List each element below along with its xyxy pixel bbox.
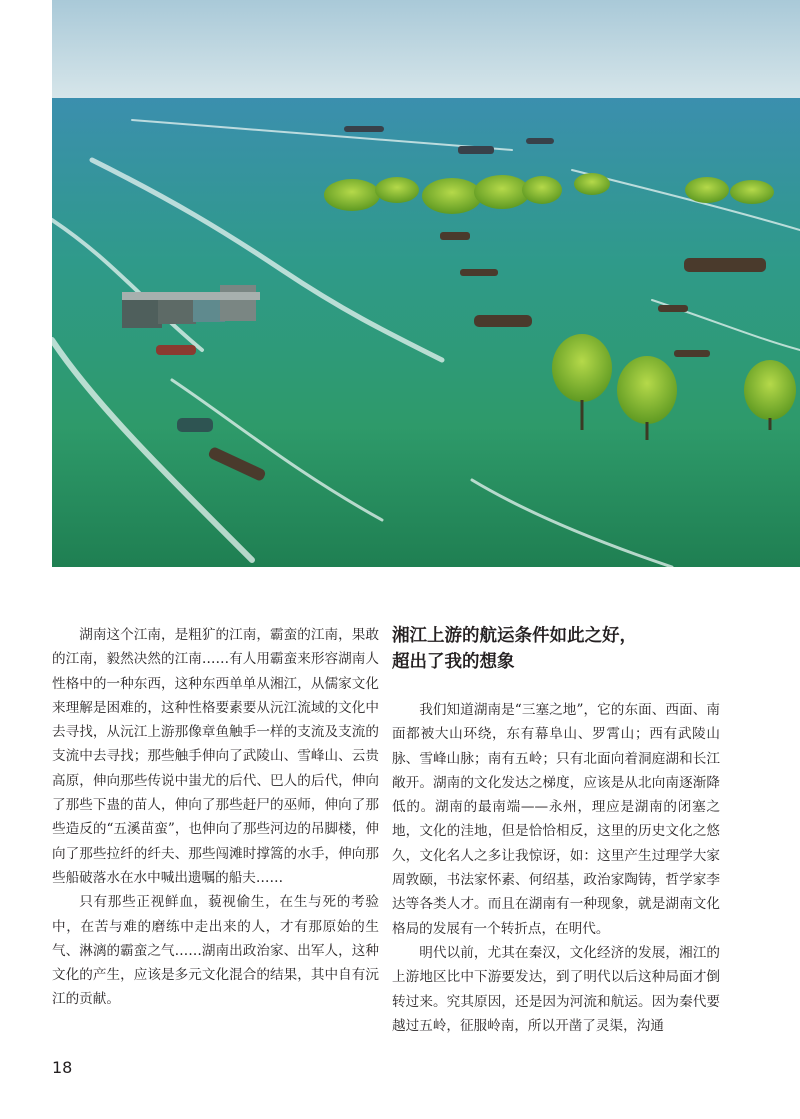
body-paragraph: 只有那些正视鲜血，藐视偷生，在生与死的考验中，在苦与难的磨练中走出来的人，才有那原始的生气、淋漓的霸蛮之气……湖南出政治家、出军人，这种文化的产生，应该是多元文化混合的结果，其中自有沅江的贡献。 — [52, 894, 379, 1008]
section-heading-line: 湘江上游的航运条件如此之好， — [392, 626, 637, 646]
article-left-column — [52, 623, 379, 1012]
section-heading-line: 超出了我的想象 — [392, 652, 515, 672]
lake-photo — [52, 0, 800, 567]
body-paragraph: 明代以前，尤其在秦汉，文化经济的发展，湘江的上游地区比中下游要发达，到了明代以后这种局面才倒转过来。究其原因，还是因为河流和航运。因为秦代要越过五岭，征服岭南，所以开凿了灵渠，沟通 — [392, 944, 720, 1034]
article-right-column — [392, 623, 720, 1038]
body-paragraph: 湖南这个江南，是粗犷的江南，霸蛮的江南，果敢的江南，毅然决然的江南……有人用霸蛮来形容湖南人性格中的一种东西，这种东西单单从湘江，从儒家文化来理解是困难的，这种性格要素要从沅江流域的文化中去寻找，从沅江上游那像章鱼触手一样的支流及支流的支流中去寻找；那些触手伸向了武陵山、雪峰山、云贵高原，伸向那些传说中蚩尤的后代、巴人的后代，伸向了那些下蛊的苗人，伸向了那些赶尸的巫师，伸向了那些造反的“五溪苗蛮”，也伸向了那些河边的吊脚楼，伸向了那些拉纤的纤夫、那些闯滩时撑篙的水手，伸向那些船破落水在水中喊出遗嘱的船夫…… — [52, 627, 379, 886]
section-heading — [392, 623, 720, 675]
lake-photo-illustration — [52, 0, 800, 567]
body-paragraph: 我们知道湖南是“三塞之地”，它的东面、西面、南面都被大山环绕，东有幕阜山、罗霄山；西有武陵山脉、雪峰山脉；南有五岭；只有北面向着洞庭湖和长江敞开。湖南的文化发达之梯度，应该是从北向南逐渐降低的。湖南的最南端——永州，理应是湖南的闭塞之地，文化的洼地，但是恰恰相反，这里的历史文化之悠久，文化名人之多让我惊讶，如：这里产生过理学大家周敦颐，书法家怀素、何绍基，政治家陶铸，哲学家李达等各类人才。而且在湖南有一种现象，就是湖南文化格局的发展有一个转折点，在明代。 — [392, 702, 720, 937]
page-number: 18 — [52, 1058, 73, 1077]
